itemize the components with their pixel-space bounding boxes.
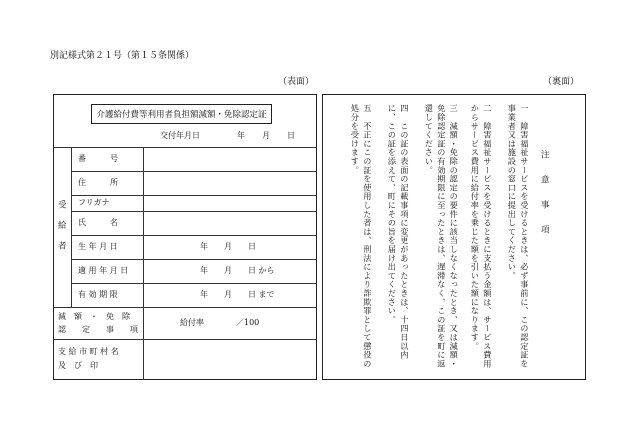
furigana-label: フリガナ — [78, 198, 110, 207]
reduction-label-line2: 認 定 事 項 — [58, 325, 138, 334]
row-divider — [53, 339, 317, 340]
front-side-label: （表面） — [278, 77, 315, 87]
note-item: 二 障害福祉サービスを受けるときに支払う金額は、サービス費用からサービス費用に給付率を乗じた額を引いた額になります。 — [470, 104, 493, 368]
label-column-rule — [143, 147, 144, 380]
group-column-rule — [71, 147, 72, 307]
row-divider — [71, 235, 317, 236]
row-divider — [53, 307, 317, 308]
issuer-label-line2: 及 び 印 — [58, 361, 98, 370]
issue-date-day: 日 — [287, 131, 295, 140]
form-label: 別記様式第２１号（第１５条関係） — [50, 51, 195, 61]
reduction-label-line1: 減 額 ・ 免 除 — [58, 312, 130, 321]
row-divider — [71, 211, 317, 212]
notes-title: 注 意 事 項 — [539, 150, 550, 238]
row-divider — [71, 195, 317, 196]
issuer-label-line1: 支 給 市 町 村 名 — [58, 347, 119, 356]
birth-date-label: 生 年 月 日 — [78, 242, 118, 251]
address-label: 住 所 — [78, 178, 118, 187]
note-item: 四 この証の表面の記載事項に変更があったときは、十四日以内に、この証を添えて、町にその旨を届け出てください。 — [387, 104, 410, 360]
back-side-label: （裏面） — [543, 77, 580, 87]
expiry-label: 有 効 期 限 — [78, 290, 118, 299]
note-item: 一 障害福祉サービスを受けるときは、必ず事前に、この認定証を事業者又は施設の窓口に提出してください。 — [507, 104, 530, 368]
issue-date-month: 月 — [262, 131, 270, 140]
rate-label: 給付率 — [180, 318, 204, 327]
card-title: 介護給付費等利用者負担額減額・免除認定証 — [91, 104, 272, 124]
name-label: 氏 名 — [78, 218, 118, 227]
row-divider — [71, 283, 317, 284]
start-date-label: 適 用 年 月 日 — [78, 266, 129, 275]
table-top-rule — [53, 147, 317, 148]
start-date-value: 年 月 日 から — [200, 266, 275, 275]
issue-date-label: 交付年月日 — [160, 131, 200, 140]
expiry-value: 年 月 日 まで — [200, 290, 275, 299]
row-divider — [71, 259, 317, 260]
number-label: 番 号 — [78, 154, 118, 163]
issue-date-year: 年 — [237, 131, 245, 140]
recipient-group-label: 受給者 — [56, 200, 67, 262]
rate-value: ／100 — [236, 318, 260, 327]
row-divider — [71, 171, 317, 172]
birth-date-value: 年 月 日 — [200, 242, 256, 251]
note-item: 三 減額・免除の認定の要件に該当しなくなったとき、又は減額・免除認定証の有効期限に至ったときは、遅滞なく、この証を町に返還してください。 — [424, 104, 460, 368]
note-item: 五 不正にこの証を使用した者は、刑法により詐欺罪として懲役の処分を受けます。 — [350, 104, 373, 368]
